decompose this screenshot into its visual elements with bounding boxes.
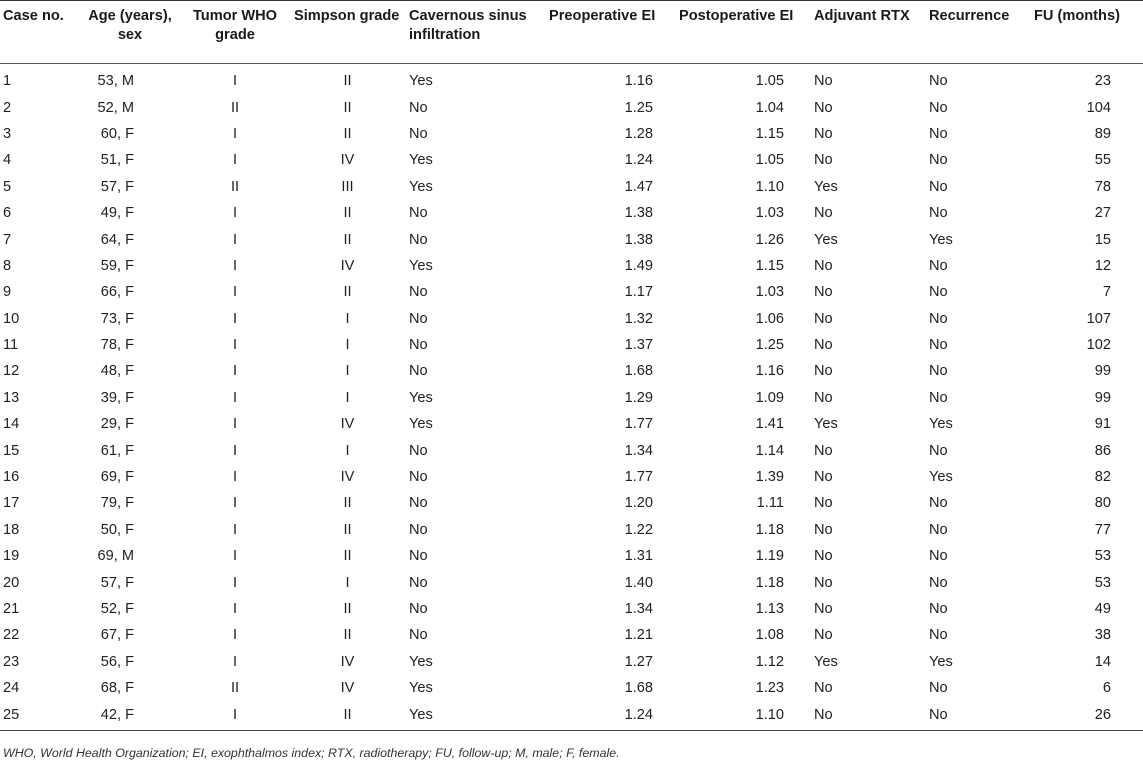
- table-row: [0, 569, 1143, 595]
- cell-preoperative-ei: 1.38: [624, 205, 653, 222]
- cell-fu-months: 82: [1094, 469, 1111, 486]
- cell-cavernous-sinus: No: [409, 495, 428, 512]
- cell-simpson-grade: II: [343, 601, 352, 617]
- cell-who-grade: I: [232, 495, 238, 512]
- cell-age-sex: 57, F: [100, 574, 134, 591]
- cell-recurrence: No: [929, 601, 948, 617]
- cell-age-sex: 42, F: [80, 701, 180, 730]
- cell-preoperative-ei: 1.22: [624, 521, 653, 538]
- cell-cavernous-sinus: No: [409, 363, 428, 380]
- cell-recurrence: No: [929, 495, 948, 512]
- cell-simpson-grade: I: [345, 389, 350, 406]
- cell-cavernous-sinus: No: [409, 601, 428, 617]
- table-row: [0, 437, 1143, 463]
- cell-cavernous-sinus: No: [409, 627, 428, 644]
- cell-recurrence: No: [929, 205, 948, 222]
- table-row: [0, 306, 1143, 332]
- cell-case-no: 21: [3, 601, 20, 617]
- cell-case-no: 19: [3, 548, 20, 565]
- cell-case-no: 3: [3, 125, 12, 142]
- cell-who-grade: II: [230, 178, 240, 195]
- cell-fu-months: 7: [1102, 284, 1111, 301]
- cell-postoperative-ei: 1.11: [756, 495, 784, 512]
- cell-cavernous-sinus: No: [409, 231, 428, 248]
- cell-fu-months: 77: [1094, 521, 1111, 538]
- cell-recurrence: No: [929, 125, 948, 142]
- cell-recurrence: No: [929, 73, 948, 90]
- cell-preoperative-ei: 1.49: [624, 257, 653, 274]
- cell-adjuvant-rtx: No: [814, 363, 833, 380]
- cell-who-grade: I: [232, 627, 238, 644]
- cell-adjuvant-rtx: No: [814, 469, 833, 486]
- cell-case-no: 18: [3, 521, 20, 538]
- cell-simpson-grade: IV: [340, 257, 355, 274]
- cell-preoperative-ei: 1.34: [624, 442, 653, 459]
- table-row: [0, 464, 1143, 490]
- cell-adjuvant-rtx: No: [814, 680, 833, 697]
- cell-cavernous-sinus: Yes: [409, 680, 433, 697]
- cell-simpson-grade: II: [343, 627, 352, 644]
- cell-preoperative-ei: 1.34: [624, 601, 653, 617]
- cell-age-sex: 68, F: [100, 680, 134, 697]
- cell-cavernous-sinus: Yes: [409, 389, 433, 406]
- cell-age-sex: 66, F: [100, 284, 134, 301]
- cell-cavernous-sinus: No: [409, 99, 428, 116]
- cell-fu-months: 53: [1094, 574, 1111, 591]
- table-row: [0, 701, 1143, 730]
- cell-fu-months: 99: [1094, 363, 1111, 380]
- cell-age-sex: 60, F: [100, 125, 134, 142]
- cell-cavernous-sinus: No: [409, 469, 428, 486]
- header-tumor-who-grade: Tumor WHO grade: [192, 8, 278, 43]
- cell-recurrence: No: [929, 389, 948, 406]
- cell-adjuvant-rtx: No: [814, 337, 833, 354]
- cell-adjuvant-rtx: No: [814, 99, 833, 116]
- cell-postoperative-ei: 1.39: [755, 469, 784, 486]
- cell-recurrence: Yes: [929, 231, 953, 248]
- cell-cavernous-sinus: Yes: [409, 653, 433, 670]
- cell-adjuvant-rtx: No: [814, 152, 833, 169]
- cell-postoperative-ei: 1.25: [755, 337, 784, 354]
- cell-recurrence: Yes: [929, 469, 953, 486]
- cell-adjuvant-rtx: No: [814, 548, 833, 565]
- table-row: [0, 147, 1143, 173]
- cell-recurrence: No: [929, 337, 948, 354]
- cell-preoperative-ei: 1.21: [624, 627, 653, 644]
- cell-simpson-grade: II: [343, 548, 352, 565]
- header-postoperative-ei: Postoperative EI: [679, 8, 794, 24]
- cell-recurrence: No: [929, 680, 948, 697]
- cell-fu-months: 14: [1094, 653, 1111, 670]
- cell-simpson-grade: II: [343, 99, 352, 116]
- cell-fu-months: 26: [1030, 701, 1143, 730]
- cell-adjuvant-rtx: Yes: [814, 653, 838, 670]
- cell-age-sex: 39, F: [100, 389, 134, 406]
- cell-adjuvant-rtx: No: [814, 574, 833, 591]
- cell-cavernous-sinus: No: [409, 521, 428, 538]
- cell-case-no: 7: [3, 231, 12, 248]
- cell-recurrence: Yes: [929, 416, 953, 433]
- cell-recurrence: No: [929, 178, 948, 195]
- cell-fu-months: 107: [1086, 310, 1111, 327]
- cell-adjuvant-rtx: No: [814, 125, 833, 142]
- cell-postoperative-ei: 1.14: [755, 442, 784, 459]
- cell-fu-months: 78: [1094, 178, 1111, 195]
- table-row: [0, 649, 1143, 675]
- cell-simpson-grade: II: [343, 521, 352, 538]
- cell-who-grade: I: [232, 601, 238, 617]
- cell-adjuvant-rtx: No: [814, 521, 833, 538]
- cell-fu-months: 89: [1094, 125, 1111, 142]
- header-preoperative-ei: Preoperative EI: [549, 8, 656, 24]
- cell-fu-months: 55: [1094, 152, 1111, 169]
- cell-who-grade: I: [232, 521, 238, 538]
- cell-case-no: 10: [3, 310, 20, 327]
- cell-age-sex: 67, F: [100, 627, 134, 644]
- table-row: [0, 411, 1143, 437]
- cell-recurrence: No: [929, 574, 948, 591]
- cell-postoperative-ei: 1.09: [755, 389, 784, 406]
- cell-age-sex: 78, F: [100, 337, 134, 354]
- table-row: [0, 253, 1143, 279]
- cell-adjuvant-rtx: No: [814, 205, 833, 222]
- cell-postoperative-ei: 1.05: [755, 73, 784, 90]
- cell-fu-months: 6: [1102, 680, 1111, 697]
- cell-preoperative-ei: 1.24: [545, 701, 675, 730]
- header-case-no: Case no.: [3, 8, 64, 24]
- cell-simpson-grade: I: [345, 337, 350, 354]
- cell-case-no: 12: [3, 363, 20, 380]
- cell-cavernous-sinus: Yes: [409, 257, 433, 274]
- cell-age-sex: 50, F: [100, 521, 134, 538]
- cell-recurrence: No: [929, 627, 948, 644]
- cell-recurrence: Yes: [929, 653, 953, 670]
- cell-adjuvant-rtx: Yes: [814, 178, 838, 195]
- cell-who-grade: I: [180, 701, 290, 730]
- cell-adjuvant-rtx: No: [814, 284, 833, 301]
- cell-recurrence: No: [929, 442, 948, 459]
- cell-preoperative-ei: 1.37: [624, 337, 653, 354]
- cell-postoperative-ei: 1.18: [755, 521, 784, 538]
- table-row: [0, 385, 1143, 411]
- cell-who-grade: II: [230, 680, 240, 697]
- cell-simpson-grade: II: [343, 73, 352, 90]
- cell-who-grade: I: [232, 653, 238, 670]
- cell-fu-months: 49: [1094, 601, 1111, 617]
- cell-who-grade: I: [232, 205, 238, 222]
- cell-case-no: 8: [3, 257, 12, 274]
- cell-case-no: 17: [3, 495, 20, 512]
- cell-postoperative-ei: 1.18: [755, 574, 784, 591]
- cell-postoperative-ei: 1.06: [755, 310, 784, 327]
- cell-preoperative-ei: 1.27: [624, 653, 653, 670]
- header-recurrence: Recurrence: [929, 8, 1010, 24]
- cell-age-sex: 79, F: [100, 495, 134, 512]
- cell-cavernous-sinus: Yes: [409, 416, 433, 433]
- cell-cavernous-sinus: Yes: [409, 152, 433, 169]
- cell-cavernous-sinus: No: [409, 284, 428, 301]
- cell-adjuvant-rtx: No: [814, 601, 833, 617]
- cell-case-no: 4: [3, 152, 12, 169]
- cell-adjuvant-rtx: No: [814, 73, 833, 90]
- cell-simpson-grade: IV: [340, 680, 355, 697]
- cell-cavernous-sinus: Yes: [409, 73, 433, 90]
- cell-case-no: 14: [3, 416, 20, 433]
- cell-simpson-grade: I: [345, 310, 350, 327]
- cell-who-grade: I: [232, 548, 238, 565]
- table-row: [0, 121, 1143, 147]
- table-row: [0, 543, 1143, 569]
- cell-fu-months: 99: [1094, 389, 1111, 406]
- cell-fu-months: 104: [1086, 99, 1111, 116]
- cell-who-grade: I: [232, 152, 238, 169]
- cell-simpson-grade: II: [290, 701, 405, 730]
- cell-postoperative-ei: 1.04: [755, 99, 784, 116]
- cell-postoperative-ei: 1.16: [755, 363, 784, 380]
- cell-cavernous-sinus: No: [409, 125, 428, 142]
- cell-who-grade: I: [232, 574, 238, 591]
- cell-fu-months: 86: [1094, 442, 1111, 459]
- cell-adjuvant-rtx: No: [814, 389, 833, 406]
- cell-adjuvant-rtx: No: [814, 627, 833, 644]
- cell-age-sex: 59, F: [100, 257, 134, 274]
- cell-preoperative-ei: 1.28: [624, 125, 653, 142]
- cell-case-no: 24: [3, 680, 20, 697]
- cell-postoperative-ei: 1.13: [755, 601, 784, 617]
- cell-cavernous-sinus: No: [409, 310, 428, 327]
- cell-adjuvant-rtx: No: [810, 701, 925, 730]
- header-age-sex: Age (years), sex: [88, 8, 172, 43]
- cell-case-no: 2: [3, 99, 12, 116]
- cell-postoperative-ei: 1.10: [755, 178, 784, 195]
- header-cavernous-sinus: Cavernous sinus infiltration: [409, 8, 527, 43]
- header-simpson-grade: Simpson grade: [294, 8, 400, 24]
- cell-adjuvant-rtx: No: [814, 495, 833, 512]
- cell-preoperative-ei: 1.17: [624, 284, 653, 301]
- cell-recurrence: No: [929, 310, 948, 327]
- table-row: [0, 226, 1143, 252]
- cell-case-no: 13: [3, 389, 20, 406]
- table-header-row: [0, 1, 1143, 64]
- header-fu-months: FU (months): [1034, 8, 1120, 24]
- cell-who-grade: I: [232, 310, 238, 327]
- cell-preoperative-ei: 1.24: [624, 152, 653, 169]
- cell-fu-months: 23: [1094, 73, 1111, 90]
- cell-preoperative-ei: 1.77: [624, 469, 653, 486]
- cell-preoperative-ei: 1.31: [624, 548, 653, 565]
- cell-fu-months: 15: [1094, 231, 1111, 248]
- cell-who-grade: I: [232, 284, 238, 301]
- cell-postoperative-ei: 1.03: [755, 205, 784, 222]
- cell-fu-months: 12: [1094, 257, 1111, 274]
- cell-fu-months: 102: [1086, 337, 1111, 354]
- cell-recurrence: No: [929, 99, 948, 116]
- cell-postoperative-ei: 1.08: [755, 627, 784, 644]
- cell-case-no: 5: [3, 178, 12, 195]
- cell-case-no: 1: [3, 73, 12, 90]
- cell-age-sex: 69, F: [100, 469, 134, 486]
- cell-postoperative-ei: 1.05: [755, 152, 784, 169]
- cell-preoperative-ei: 1.68: [624, 363, 653, 380]
- cell-fu-months: 53: [1094, 548, 1111, 565]
- cell-preoperative-ei: 1.20: [624, 495, 653, 512]
- cell-simpson-grade: II: [343, 495, 352, 512]
- cell-age-sex: 69, M: [97, 548, 134, 565]
- cell-simpson-grade: II: [343, 205, 352, 222]
- table-row: [0, 94, 1143, 120]
- cell-recurrence: No: [929, 284, 948, 301]
- header-adjuvant-rtx: Adjuvant RTX: [814, 8, 910, 24]
- cell-simpson-grade: I: [345, 442, 350, 459]
- cell-preoperative-ei: 1.38: [624, 231, 653, 248]
- cell-fu-months: 38: [1094, 627, 1111, 644]
- cell-case-no: 6: [3, 205, 12, 222]
- cell-age-sex: 48, F: [100, 363, 134, 380]
- cell-postoperative-ei: 1.41: [755, 416, 784, 433]
- cell-postoperative-ei: 1.03: [755, 284, 784, 301]
- cell-simpson-grade: II: [343, 231, 352, 248]
- cell-simpson-grade: IV: [340, 653, 355, 670]
- cell-simpson-grade: II: [343, 125, 352, 142]
- cell-postoperative-ei: 1.19: [755, 548, 784, 565]
- cell-age-sex: 52, M: [97, 99, 134, 116]
- table-row: [0, 358, 1143, 384]
- table-row: [0, 332, 1143, 358]
- cell-adjuvant-rtx: No: [814, 310, 833, 327]
- cell-recurrence: No: [929, 521, 948, 538]
- cell-age-sex: 53, M: [97, 73, 134, 90]
- cell-cavernous-sinus: No: [409, 205, 428, 222]
- cell-case-no: 23: [3, 653, 20, 670]
- cell-postoperative-ei: 1.26: [755, 231, 784, 248]
- cell-recurrence: No: [929, 257, 948, 274]
- cell-postoperative-ei: 1.15: [755, 257, 784, 274]
- cell-preoperative-ei: 1.16: [624, 73, 653, 90]
- cell-preoperative-ei: 1.68: [624, 680, 653, 697]
- cell-cavernous-sinus: Yes: [405, 701, 545, 730]
- cell-simpson-grade: IV: [340, 469, 355, 486]
- cell-preoperative-ei: 1.25: [624, 99, 653, 116]
- table-row: [0, 490, 1143, 516]
- cell-age-sex: 49, F: [100, 205, 134, 222]
- table-row: [0, 68, 1143, 94]
- table-row: [0, 596, 1143, 622]
- cell-preoperative-ei: 1.40: [624, 574, 653, 591]
- cell-simpson-grade: II: [343, 284, 352, 301]
- cell-simpson-grade: III: [341, 178, 354, 195]
- cell-case-no: 22: [3, 627, 20, 644]
- cell-fu-months: 91: [1094, 416, 1111, 433]
- table-row: [0, 200, 1143, 226]
- cell-who-grade: I: [232, 231, 238, 248]
- cell-cavernous-sinus: No: [409, 442, 428, 459]
- cell-who-grade: I: [232, 442, 238, 459]
- cell-adjuvant-rtx: Yes: [814, 231, 838, 248]
- table-row: [0, 279, 1143, 305]
- cell-who-grade: I: [232, 73, 238, 90]
- cell-cavernous-sinus: No: [409, 337, 428, 354]
- cell-age-sex: 61, F: [100, 442, 134, 459]
- table-row: [0, 675, 1143, 701]
- cell-simpson-grade: IV: [340, 416, 355, 433]
- cell-age-sex: 52, F: [100, 601, 134, 617]
- cell-recurrence: No: [929, 363, 948, 380]
- cell-who-grade: I: [232, 389, 238, 406]
- cell-case-no: 11: [3, 337, 19, 354]
- cell-adjuvant-rtx: No: [814, 257, 833, 274]
- cell-who-grade: I: [232, 363, 238, 380]
- table-row: [0, 174, 1143, 200]
- cell-postoperative-ei: 1.15: [755, 125, 784, 142]
- cell-who-grade: I: [232, 257, 238, 274]
- cell-preoperative-ei: 1.29: [624, 389, 653, 406]
- cell-recurrence: No: [929, 152, 948, 169]
- cell-adjuvant-rtx: Yes: [814, 416, 838, 433]
- cell-simpson-grade: I: [345, 363, 350, 380]
- cell-cavernous-sinus: No: [409, 574, 428, 591]
- cell-case-no: 25: [0, 701, 80, 730]
- cell-case-no: 16: [3, 469, 20, 486]
- cell-case-no: 20: [3, 574, 20, 591]
- cell-postoperative-ei: 1.23: [755, 680, 784, 697]
- cell-simpson-grade: I: [345, 574, 350, 591]
- cell-age-sex: 29, F: [100, 416, 134, 433]
- cell-who-grade: II: [230, 99, 240, 116]
- cell-age-sex: 64, F: [100, 231, 134, 248]
- cell-who-grade: I: [232, 125, 238, 142]
- cell-age-sex: 56, F: [100, 653, 134, 670]
- cell-postoperative-ei: 1.10: [675, 701, 810, 730]
- cell-recurrence: No: [925, 701, 1030, 730]
- cell-fu-months: 27: [1094, 205, 1111, 222]
- cell-who-grade: I: [232, 416, 238, 433]
- cell-recurrence: No: [929, 548, 948, 565]
- cell-age-sex: 73, F: [100, 310, 134, 327]
- cell-simpson-grade: IV: [340, 152, 355, 169]
- cell-case-no: 15: [3, 442, 20, 459]
- cell-cavernous-sinus: No: [409, 548, 428, 565]
- table-body: [0, 64, 1143, 731]
- cell-cavernous-sinus: Yes: [409, 178, 433, 195]
- cell-preoperative-ei: 1.77: [624, 416, 653, 433]
- cell-age-sex: 51, F: [100, 152, 134, 169]
- cell-postoperative-ei: 1.12: [755, 653, 784, 670]
- cell-adjuvant-rtx: No: [814, 442, 833, 459]
- cell-who-grade: I: [232, 337, 238, 354]
- cell-preoperative-ei: 1.32: [624, 310, 653, 327]
- cell-case-no: 9: [3, 284, 12, 301]
- table-row: [0, 622, 1143, 648]
- table-footnote: WHO, World Health Organization; EI, exophthalmos index; RTX, radiotherapy; FU, follow-up; M, male; F, female.: [3, 746, 620, 760]
- cell-fu-months: 80: [1094, 495, 1111, 512]
- cell-who-grade: I: [232, 469, 238, 486]
- table-row: [0, 517, 1143, 543]
- cell-age-sex: 57, F: [100, 178, 134, 195]
- cell-preoperative-ei: 1.47: [624, 178, 653, 195]
